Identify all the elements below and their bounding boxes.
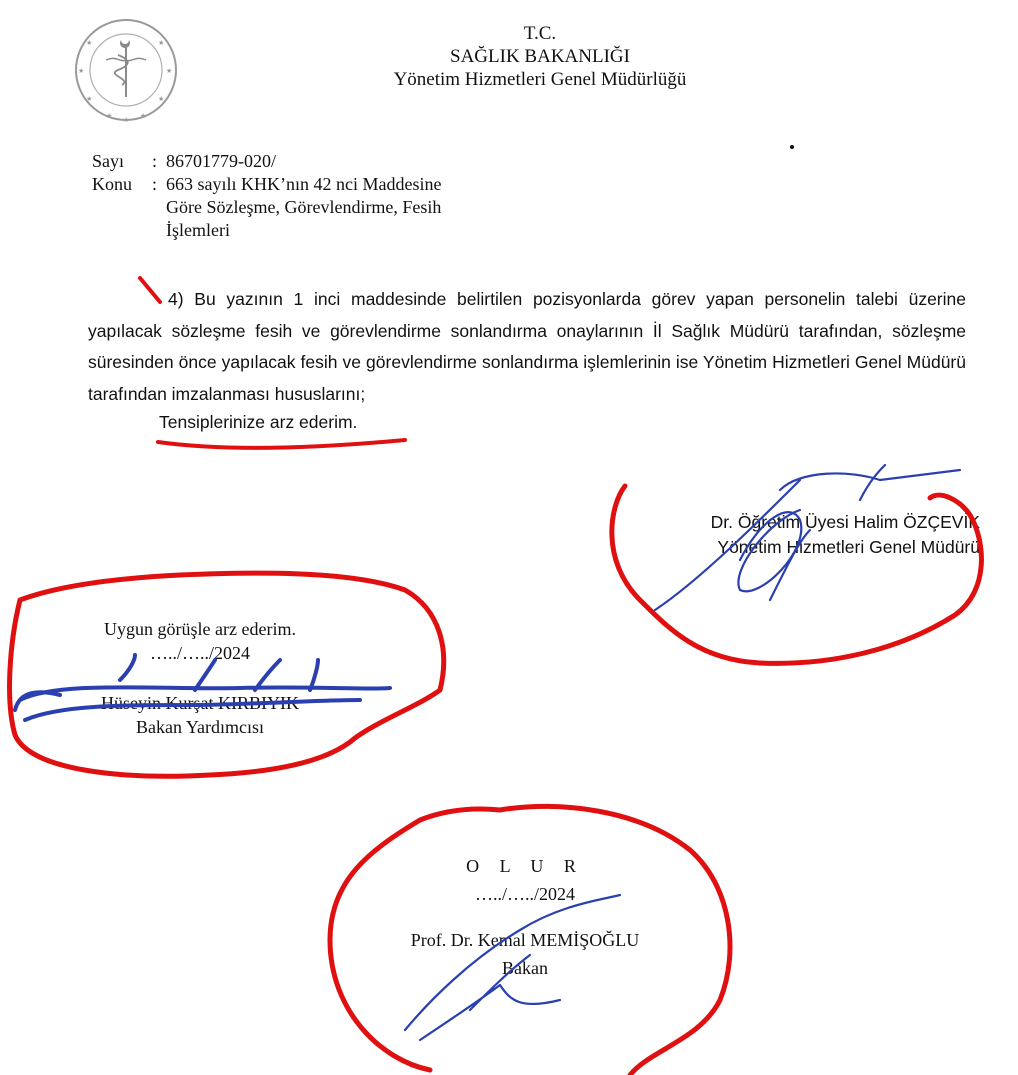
approval-date: …../…../2024 [474, 884, 575, 904]
header-ministry: SAĞLIK BAKANLIĞI [450, 46, 630, 67]
svg-text:★: ★ [123, 116, 130, 124]
approval-block [360, 852, 690, 982]
signature-block-director [600, 510, 980, 560]
minister-name: Prof. Dr. Kemal MEMİŞOĞLU [410, 930, 640, 950]
svg-text:★: ★ [158, 95, 165, 103]
signature-block-deputy-minister [40, 617, 360, 739]
sayi-value: 86701779-020/ [166, 151, 276, 171]
red-underline [158, 440, 405, 448]
minister-title: Bakan [502, 958, 548, 978]
deputy-name: Hüseyin Kurşat KIRBIYIK [101, 693, 299, 713]
deputy-title: Bakan Yardımcısı [136, 717, 264, 737]
document-meta: Sayı : 86701779-020/ Konu : 663 sayılı KHK’nın 42 nci Maddesine Göre Sözleşme, Görevlendirme, Fesih İşlemleri [92, 150, 566, 242]
svg-text:★: ★ [158, 39, 165, 47]
director-title: Yönetim Hizmetleri Genel Müdürü [717, 537, 980, 557]
stray-dot [790, 145, 794, 149]
letterhead [340, 22, 740, 91]
closing-line: Tensiplerinize arz ederim. [159, 412, 358, 432]
svg-text:★: ★ [86, 95, 93, 103]
ministry-seal-logo [66, 15, 186, 125]
konu-line-3: İşlemleri [166, 220, 230, 240]
sayi-label: Sayı [92, 151, 125, 171]
svg-text:★: ★ [106, 112, 113, 120]
header-tc: T.C. [523, 23, 557, 44]
konu-line-1: 663 sayılı KHK’nın 42 nci Maddesine [166, 174, 442, 194]
body-paragraph: 4) Bu yazının 1 inci maddesinde belirtilen pozisyonlarda görev yapan personelin talebi üzerine yapılacak sözleşme fesih ve görevlendirme sonlandırma onaylarının İl Sağlık Müdürü tarafından, sözleşme süresinden önce yapılacak fesih ve görevlendirme sonlandırma işlemlerinin ise Yönetim Hizmetleri Genel Müdürü tarafından imzalanması hususlarını; [88, 289, 966, 404]
konu-label: Konu [92, 174, 132, 194]
svg-text:★: ★ [78, 67, 85, 75]
svg-text:★: ★ [140, 112, 147, 120]
deputy-note: Uygun görüşle arz ederim. [104, 619, 296, 639]
deputy-date: …../…../2024 [149, 643, 250, 663]
svg-text:★: ★ [166, 67, 173, 75]
svg-text:★: ★ [86, 39, 93, 47]
konu-line-2: Göre Sözleşme, Görevlendirme, Fesih [166, 197, 442, 217]
director-name: Dr. Öğretim Üyesi Halim ÖZÇEVİK [710, 512, 980, 532]
approval-title: O L U R [466, 856, 584, 876]
header-directorate: Yönetim Hizmetleri Genel Müdürlüğü [393, 69, 687, 90]
